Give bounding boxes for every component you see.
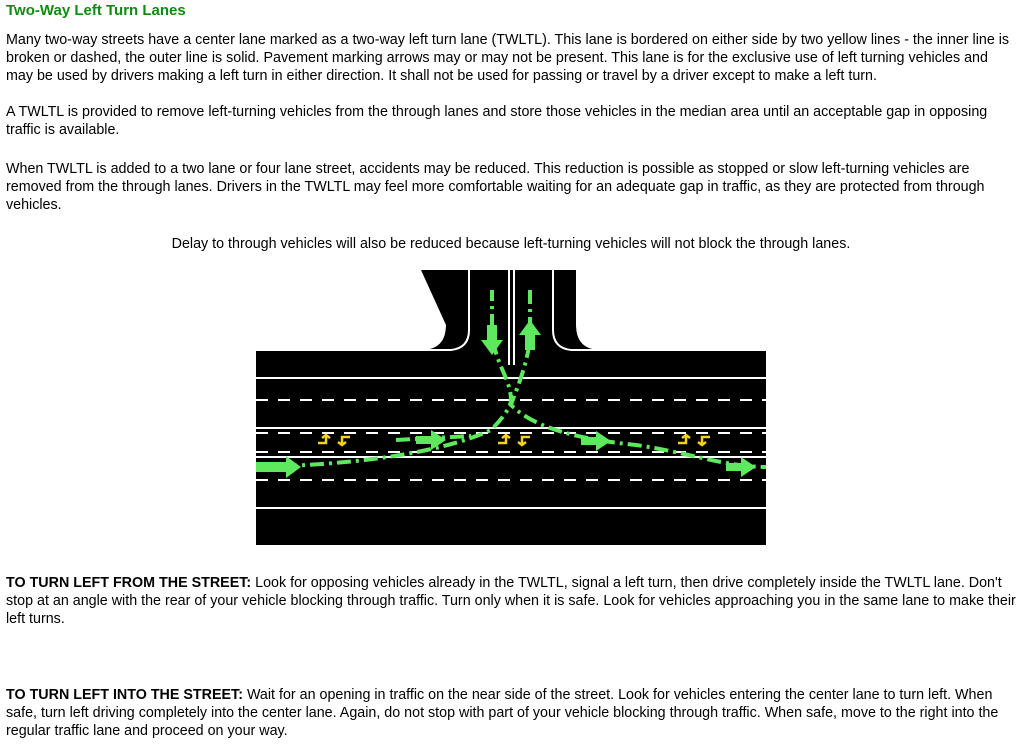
twltl-intersection-diagram <box>256 270 766 545</box>
side-street-right-edge <box>553 270 766 350</box>
side-street-body <box>446 270 576 350</box>
paragraph-purpose: A TWLTL is provided to remove left-turning vehicles from the through lanes and store those vehicles in the median area until an acceptable gap in opposing traffic is available. <box>6 104 988 138</box>
paragraph-turn-into-street <box>6 686 1016 740</box>
heading-turn-into-street: TO TURN LEFT INTO THE STREET: <box>6 687 243 703</box>
body-turn-from-street: Look for opposing vehicles already in the TWLTL, signal a left turn, then drive completely inside the TWLTL lane. Don't stop at an angle with the rear of your vehicle blocking through traffic. Turn only when it is safe. Look for vehicles approaching you in the same lane to make their left turns. <box>6 575 1016 627</box>
main-road <box>256 350 766 545</box>
paragraph-delay: Delay to through vehicles will also be reduced because left-turning vehicles will not block the through lanes. <box>171 236 851 252</box>
paragraph-benefits: When TWLTL is added to a two lane or four lane street, accidents may be reduced. This reduction is possible as stopped or slow left-turning vehicles are removed from the through lanes. Drivers in the TWLTL may feel more comfortable waiting for an adequate gap in traffic, as they are protected from through vehicles. <box>6 161 985 213</box>
paragraph-turn-from-street <box>6 574 1016 628</box>
body-turn-into-street: Wait for an opening in traffic on the near side of the street. Look for vehicles entering the center lane to turn left. When safe, turn left driving completely into the center lane. Again, do not stop with part of your vehicle blocking through traffic. When safe, move to the right into the regular traffic lane and proceed on your way. <box>6 687 999 739</box>
paragraph-intro: Many two-way streets have a center lane marked as a two-way left turn lane (TWLTL). This lane is bordered on either side by two yellow lines - the inner line is broken or dashed, the outer line is solid. Pavement marking arrows may or may not be present. This lane is for the exclusive use of left turning vehicles and may be used by drivers making a left turn in either direction. It shall not be used for passing or travel by a driver except to make a left turn. <box>6 32 1010 84</box>
heading-turn-from-street: TO TURN LEFT FROM THE STREET: <box>6 575 252 591</box>
page-title: Two-Way Left Turn Lanes <box>6 2 186 19</box>
